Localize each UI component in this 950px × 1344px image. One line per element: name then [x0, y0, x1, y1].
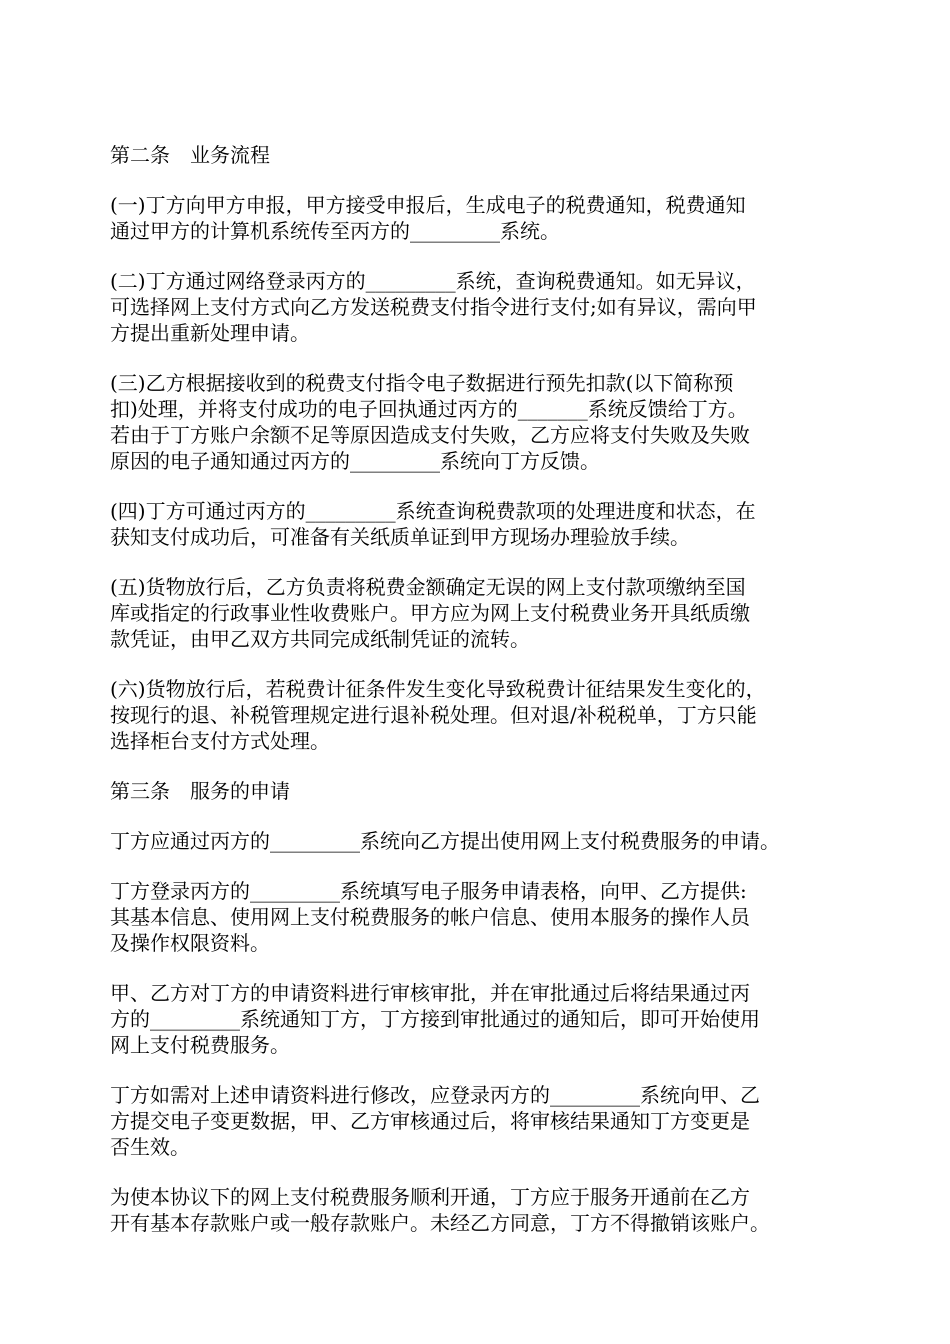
text-line: (五)货物放行后，乙方负责将税费金额确定无误的网上支付款项缴纳至国	[110, 575, 746, 599]
section-heading-article-2: 第二条 业务流程	[110, 143, 270, 167]
text-line: 其基本信息、使用网上支付税费服务的帐户信息、使用本服务的操作人员	[110, 905, 750, 929]
text-line: (三)乙方根据接收到的税费支付指令电子数据进行预先扣款(以下简称预	[110, 371, 734, 395]
paragraph-2-5	[110, 574, 845, 652]
paragraph-3-2	[110, 878, 845, 956]
text-line: (二)丁方通过网络登录丙方的_________系统，查询税费通知。如无异议，	[110, 269, 756, 293]
text-line: 网上支付税费服务。	[110, 1033, 290, 1057]
text-line: 若由于丁方账户余额不足等原因造成支付失败，乙方应将支付失败及失败	[110, 423, 750, 447]
text-line: 获知支付成功后，可准备有关纸质单证到甲方现场办理验放手续。	[110, 525, 690, 549]
text-line: 原因的电子通知通过丙方的_________系统向丁方反馈。	[110, 449, 600, 473]
paragraph-3-4	[110, 1082, 845, 1160]
text-line: 丁方应通过丙方的_________系统向乙方提出使用网上支付税费服务的申请。	[110, 829, 780, 853]
text-line: 方的_________系统通知丁方，丁方接到审批通过的通知后，即可开始使用	[110, 1007, 760, 1031]
text-line: 库或指定的行政事业性收费账户。甲方应为网上支付税费业务开具纸质缴	[110, 601, 750, 625]
text-line: (四)丁方可通过丙方的_________系统查询税费款项的处理进度和状态，在	[110, 499, 756, 523]
text-line: 丁方如需对上述申请资料进行修改，应登录丙方的_________系统向甲、乙	[110, 1083, 760, 1107]
text-line: 通过甲方的计算机系统传至丙方的_________系统。	[110, 219, 560, 243]
text-line: 方提交电子变更数据，甲、乙方审核通过后，将审核结果通知丁方变更是	[110, 1109, 750, 1133]
text-line: 扣)处理，并将支付成功的电子回执通过丙方的_______系统反馈给丁方。	[110, 397, 748, 421]
text-line: (六)货物放行后，若税费计征条件发生变化导致税费计征结果发生变化的，	[110, 677, 766, 701]
text-line: 丁方登录丙方的_________系统填写电子服务申请表格，向甲、乙方提供:	[110, 879, 747, 903]
paragraph-2-3	[110, 370, 845, 474]
text-line: 甲、乙方对丁方的申请资料进行审核审批，并在审批通过后将结果通过丙	[110, 981, 750, 1005]
text-line: 可选择网上支付方式向乙方发送税费支付指令进行支付;如有异议，需向甲	[110, 295, 757, 319]
paragraph-3-3	[110, 980, 845, 1058]
text-line: 按现行的退、补税管理规定进行退补税处理。但对退/补税税单，丁方只能	[110, 703, 757, 727]
document-page	[110, 142, 845, 1260]
text-line: 选择柜台支付方式处理。	[110, 729, 330, 753]
paragraph-3-5	[110, 1184, 845, 1236]
text-line: 开有基本存款账户或一般存款账户。未经乙方同意，丁方不得撤销该账户。	[110, 1211, 770, 1235]
section-heading-article-3: 第三条 服务的申请	[110, 779, 290, 803]
text-line: 款凭证，由甲乙双方共同完成纸制凭证的流转。	[110, 627, 530, 651]
paragraph-2-2	[110, 268, 845, 346]
text-line: 为使本协议下的网上支付税费服务顺利开通，丁方应于服务开通前在乙方	[110, 1185, 750, 1209]
paragraph-2-1	[110, 192, 845, 244]
paragraph-2-4	[110, 498, 845, 550]
paragraph-3-1	[110, 828, 845, 854]
paragraph-2-6	[110, 676, 845, 754]
text-line: (一)丁方向甲方申报，甲方接受申报后，生成电子的税费通知，税费通知	[110, 193, 746, 217]
text-line: 方提出重新处理申请。	[110, 321, 310, 345]
text-line: 及操作权限资料。	[110, 931, 270, 955]
text-line: 否生效。	[110, 1135, 190, 1159]
